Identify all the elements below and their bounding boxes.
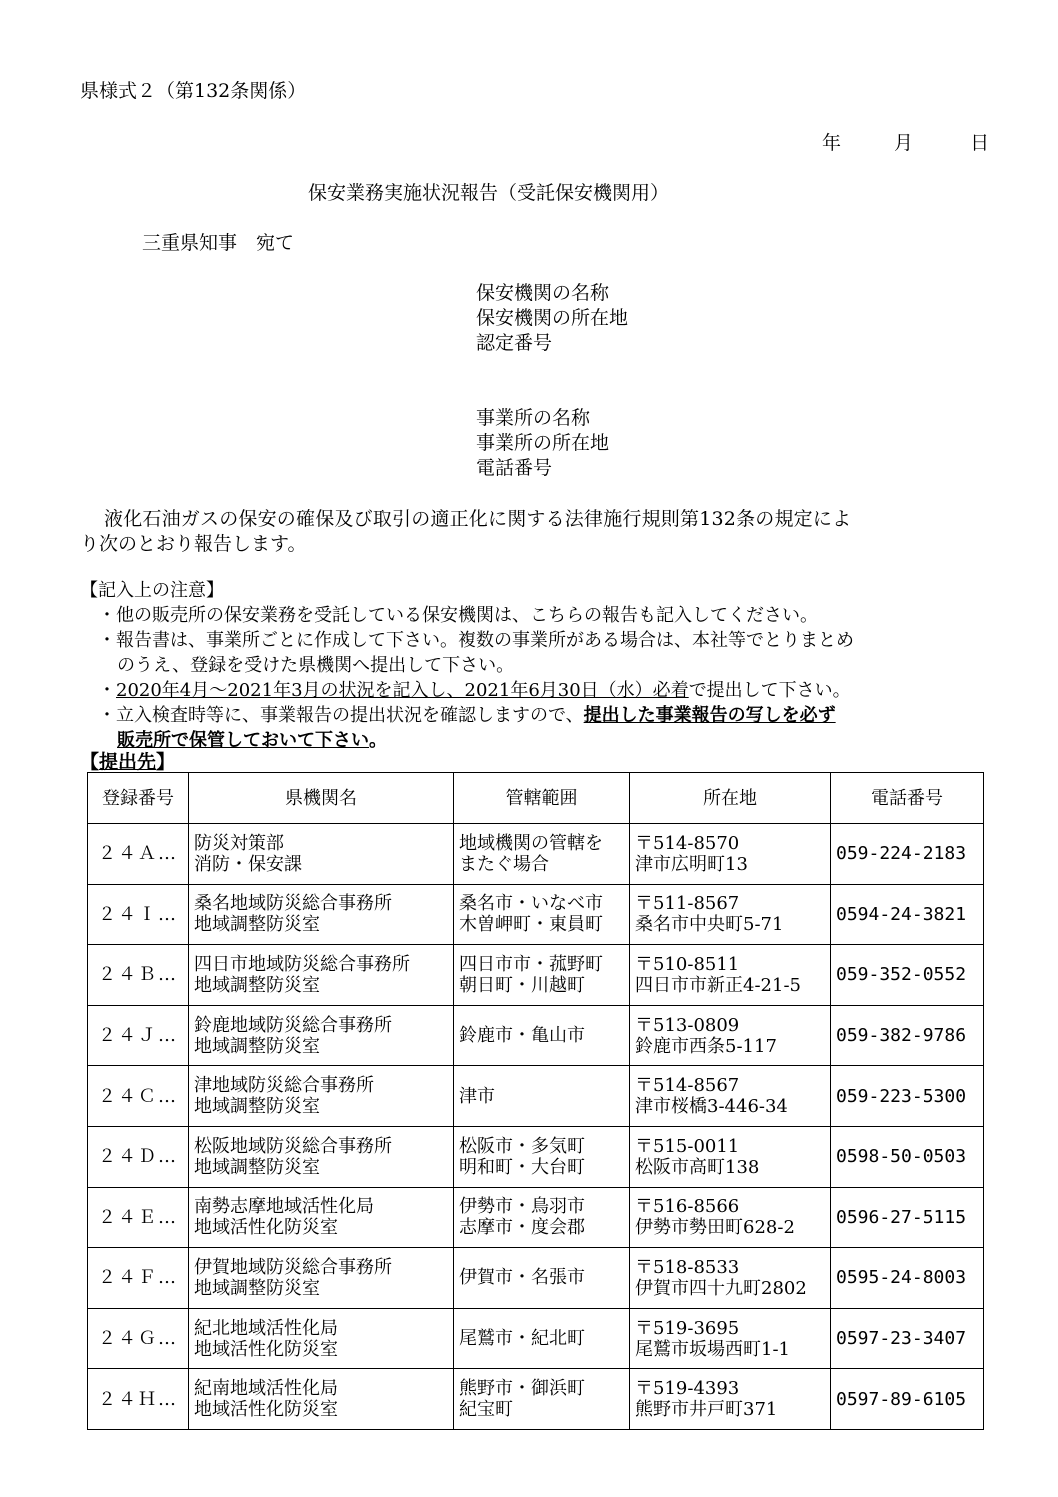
registration-code [88,1126,189,1187]
registration-code-code-line: ２４Ｆ… [98,1267,178,1289]
notes-section [80,578,854,753]
agency-name-org-line: 防災対策部 [194,832,284,854]
org-address-label: 保安機関の所在地 [476,307,629,329]
office-name-label: 事業所の名称 [476,407,591,429]
agency-name [189,1308,454,1369]
address-zip-line: 〒514-8567 [635,1075,740,1097]
jurisdiction-area-line: またぐ場合 [459,853,549,875]
intro-line-2: り次のとおり報告します。 [80,533,307,555]
note-3-bullet: ・ [98,680,116,701]
date-day-label: 日 [970,132,990,154]
agency-name [189,1187,454,1248]
table-header-row [88,773,984,824]
registration-code-code-line: ２４Ｄ… [98,1146,178,1168]
agency-name [189,1369,454,1430]
jurisdiction [454,1248,630,1309]
address [630,1187,831,1248]
table-row [88,1308,984,1369]
phone-number-tel-line: 0596-27-5115 [836,1206,967,1228]
agency-name-org-line: 津地域防災総合事務所 [194,1075,374,1097]
phone-number [831,1066,984,1127]
jurisdiction-area-line: 桑名市・いなべ市 [459,893,603,915]
header-address: 所在地 [630,773,831,824]
header-registration-number: 登録番号 [88,773,189,824]
jurisdiction-area-line: 伊勢市・鳥羽市 [459,1196,585,1218]
agency-name-org-line: 紀南地域活性化局 [194,1378,338,1400]
agency-name-org-line: 鈴鹿地域防災総合事務所 [194,1014,392,1036]
address-zip-line: 〒511-8567 [635,893,740,915]
phone-number-tel-line: 0594-24-3821 [836,903,967,925]
address-zip-line: 〒519-4393 [635,1378,740,1400]
registration-code-code-line: ２４Ａ… [98,843,178,865]
jurisdiction-area-line: 明和町・大台町 [459,1156,585,1178]
date-line [822,128,989,155]
phone-number [831,1308,984,1369]
phone-number-tel-line: 0595-24-8003 [836,1267,967,1289]
phone-number-tel-line: 0597-23-3407 [836,1328,967,1350]
address-addr-line: 松阪市高町138 [635,1156,760,1178]
agency-name [189,824,454,885]
address-zip-line: 〒514-8570 [635,832,740,854]
phone-number-tel-line: 059-352-0552 [836,964,967,986]
jurisdiction [454,1308,630,1369]
phone-number [831,1248,984,1309]
table-row [88,1066,984,1127]
agency-name [189,1005,454,1066]
registration-code-code-line: ２４Ｇ… [98,1328,178,1350]
registration-code-code-line: ２４Ｈ… [98,1388,178,1410]
phone-number [831,824,984,885]
registration-code-code-line: ２４Ｅ… [98,1206,178,1228]
table-row [88,824,984,885]
table-row [88,1248,984,1309]
note-4a [80,703,854,728]
jurisdiction-area-line: 木曽岬町・東員町 [459,914,603,936]
phone-number-tel-line: 0597-89-6105 [836,1388,967,1410]
address-zip-line: 〒518-8533 [635,1256,740,1278]
notes-heading: 【記入上の注意】 [80,580,224,601]
agency-name [189,884,454,945]
agency-name-org-line: 地域調整防災室 [194,914,320,936]
registration-code [88,1005,189,1066]
note-2a: ・報告書は、事業所ごとに作成して下さい。複数の事業所がある場合は、本社等でとりまとめ [98,630,854,651]
registration-code [88,1066,189,1127]
address [630,824,831,885]
phone-number [831,945,984,1006]
destination-table [87,772,984,1430]
note-3-deadline: 2020年4月～2021年3月の状況を記入し、2021年6月30日（水）必着 [116,680,689,701]
jurisdiction [454,1005,630,1066]
table-row [88,1005,984,1066]
jurisdiction [454,1187,630,1248]
intro-line-1: 液化石油ガスの保安の確保及び取引の適正化に関する法律施行規則第132条の規定によ [104,508,852,530]
table-body [88,824,984,1430]
registration-code [88,1308,189,1369]
phone-number [831,1005,984,1066]
address-addr-line: 伊勢市勢田町628-2 [635,1217,795,1239]
destination-heading-close: 】 [156,751,176,773]
jurisdiction [454,1369,630,1430]
jurisdiction-area-line: 津市 [459,1085,495,1107]
jurisdiction [454,1126,630,1187]
jurisdiction [454,824,630,885]
header-jurisdiction: 管轄範囲 [454,773,630,824]
agency-name-org-line: 消防・保安課 [194,853,302,875]
agency-name [189,945,454,1006]
jurisdiction [454,884,630,945]
agency-name [189,1248,454,1309]
address-zip-line: 〒515-0011 [635,1135,740,1157]
note-2b: のうえ、登録を受けた県機関へ提出して下さい。 [117,655,515,676]
agency-name-org-line: 紀北地域活性化局 [194,1317,338,1339]
address-addr-line: 伊賀市四十九町2802 [635,1277,807,1299]
phone-number [831,1126,984,1187]
address [630,1248,831,1309]
agency-name-org-line: 地域活性化防災室 [194,1399,338,1421]
address-zip-line: 〒519-3695 [635,1317,740,1339]
phone-number [831,884,984,945]
agency-name-org-line: 地域調整防災室 [194,1156,320,1178]
table-row [88,1187,984,1248]
date-year-label: 年 [822,132,842,154]
org-name-label: 保安機関の名称 [476,282,610,304]
phone-number-tel-line: 059-224-2183 [836,843,967,865]
registration-code [88,884,189,945]
jurisdiction-area-line: 朝日町・川越町 [459,974,585,996]
address [630,1369,831,1430]
address [630,1308,831,1369]
agency-name-org-line: 地域調整防災室 [194,974,320,996]
agency-name-org-line: 地域活性化防災室 [194,1217,338,1239]
phone-number-tel-line: 0598-50-0503 [836,1146,967,1168]
agency-name-org-line: 地域活性化防災室 [194,1338,338,1360]
address-addr-line: 四日市市新正4-21-5 [635,974,801,996]
table-row [88,945,984,1006]
jurisdiction-area-line: 志摩市・度会郡 [459,1217,585,1239]
note-4b [80,728,854,753]
phone-number-label: 電話番号 [476,457,553,479]
jurisdiction-area-line: 熊野市・御浜町 [459,1378,585,1400]
registration-code-code-line: ２４Ｉ… [98,903,178,925]
phone-number-tel-line: 059-223-5300 [836,1085,967,1107]
agency-name-org-line: 四日市地域防災総合事務所 [194,953,410,975]
address-addr-line: 津市桜橋3-446-34 [635,1096,788,1118]
agency-name-org-line: 地域調整防災室 [194,1035,320,1057]
address-zip-line: 〒510-8511 [635,953,740,975]
registration-code [88,1187,189,1248]
jurisdiction-area-line: 鈴鹿市・亀山市 [459,1025,585,1047]
registration-code-code-line: ２４Ｂ… [98,964,178,986]
note-3-rest: で提出して下さい。 [688,680,851,701]
form-id: 県様式２（第132条関係） [80,80,307,102]
address [630,1126,831,1187]
destination-heading-open: 【 [80,751,100,773]
agency-name-org-line: 伊賀地域防災総合事務所 [194,1256,392,1278]
jurisdiction-area-line: 尾鷲市・紀北町 [459,1328,585,1350]
agency-name [189,1066,454,1127]
table-row [88,1369,984,1430]
registration-code [88,945,189,1006]
agency-name [189,1126,454,1187]
note-4-emphasis-2: 販売所で保管しておいて下さい [117,730,369,751]
address [630,884,831,945]
registration-code [88,1248,189,1309]
address-addr-line: 桑名市中央町5-71 [635,914,784,936]
registration-code-code-line: ２４Ｃ… [98,1085,178,1107]
jurisdiction-area-line: 地域機関の管轄を [459,832,603,854]
address-addr-line: 鈴鹿市西条5-117 [635,1035,777,1057]
certification-number-label: 認定番号 [476,332,553,354]
table-row [88,884,984,945]
note-4-text: ・立入検査時等に、事業報告の提出状況を確認しますので、 [98,705,584,726]
address-addr-line: 熊野市井戸町371 [635,1399,778,1421]
jurisdiction-area-line: 伊賀市・名張市 [459,1267,585,1289]
office-address-label: 事業所の所在地 [476,432,610,454]
header-phone: 電話番号 [831,773,984,824]
jurisdiction-area-line: 四日市市・菰野町 [459,953,603,975]
address-addr-line: 津市広明町13 [635,853,748,875]
registration-code [88,824,189,885]
jurisdiction [454,1066,630,1127]
address-addr-line: 尾鷲市坂場西町1-1 [635,1338,790,1360]
jurisdiction-area-line: 紀宝町 [459,1399,513,1421]
destination-heading [80,747,175,774]
registration-code [88,1369,189,1430]
page-title: 保安業務実施状況報告（受託保安機関用） [308,182,670,204]
agency-name-org-line: 地域調整防災室 [194,1096,320,1118]
date-month-label: 月 [894,132,914,154]
agency-name-org-line: 地域調整防災室 [194,1277,320,1299]
address-zip-line: 〒516-8566 [635,1196,740,1218]
address [630,1005,831,1066]
jurisdiction [454,945,630,1006]
note-4-end: 。 [369,730,387,751]
agency-name-org-line: 南勢志摩地域活性化局 [194,1196,374,1218]
addressee: 三重県知事 宛て [142,232,295,254]
table-row [88,1126,984,1187]
phone-number [831,1187,984,1248]
agency-name-org-line: 桑名地域防災総合事務所 [194,893,392,915]
jurisdiction-area-line: 松阪市・多気町 [459,1135,585,1157]
registration-code-code-line: ２４Ｊ… [98,1025,178,1047]
destination-heading-text: 提出先 [99,751,157,773]
address-zip-line: 〒513-0809 [635,1014,740,1036]
phone-number-tel-line: 059-382-9786 [836,1025,967,1047]
note-1: ・他の販売所の保安業務を受託している保安機関は、こちらの報告も記入してください。 [98,605,818,626]
address [630,945,831,1006]
phone-number [831,1369,984,1430]
note-4-emphasis-1: 提出した事業報告の写しを必ず [583,705,836,726]
address [630,1066,831,1127]
agency-name-org-line: 松阪地域防災総合事務所 [194,1135,392,1157]
note-3 [80,678,854,703]
header-agency-name: 県機関名 [189,773,454,824]
